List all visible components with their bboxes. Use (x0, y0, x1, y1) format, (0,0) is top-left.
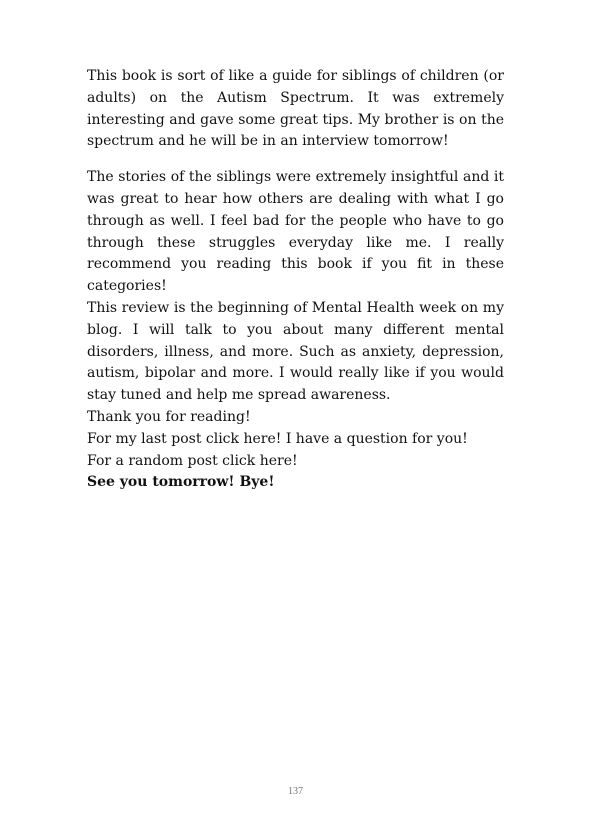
paragraph-stories: The stories of the siblings were extremely insightful and it was great to hear how others are dealing with what I go through as well. I feel bad for the people who have to go through these struggles everyday like me. I really recommend you reading this book if you fit in these categories! (87, 169, 504, 295)
random-post-link-line: For a random post click here! (87, 452, 298, 469)
thanks-line: Thank you for reading! (87, 408, 251, 425)
paragraph-intro: This book is sort of like a guide for siblings of children (or adults) on the Autism Spectrum. It was extremely interesting and gave some great tips. My brother is on the spectrum and he will be in an interview tomorrow! (87, 68, 504, 150)
closing-line: See you tomorrow! Bye! (87, 474, 275, 491)
paragraph-mental-health-week: This review is the beginning of Mental Health week on my blog. I will talk to you about many different mental disorders, illness, and more. Such as anxiety, depression, autism, bipolar and more. I would really like if you would stay tuned and help me spread awareness. (87, 299, 504, 404)
last-post-link-line: For my last post click here! I have a question for you! (87, 430, 468, 447)
page-number: 137 (288, 786, 303, 797)
body-text (87, 66, 504, 494)
